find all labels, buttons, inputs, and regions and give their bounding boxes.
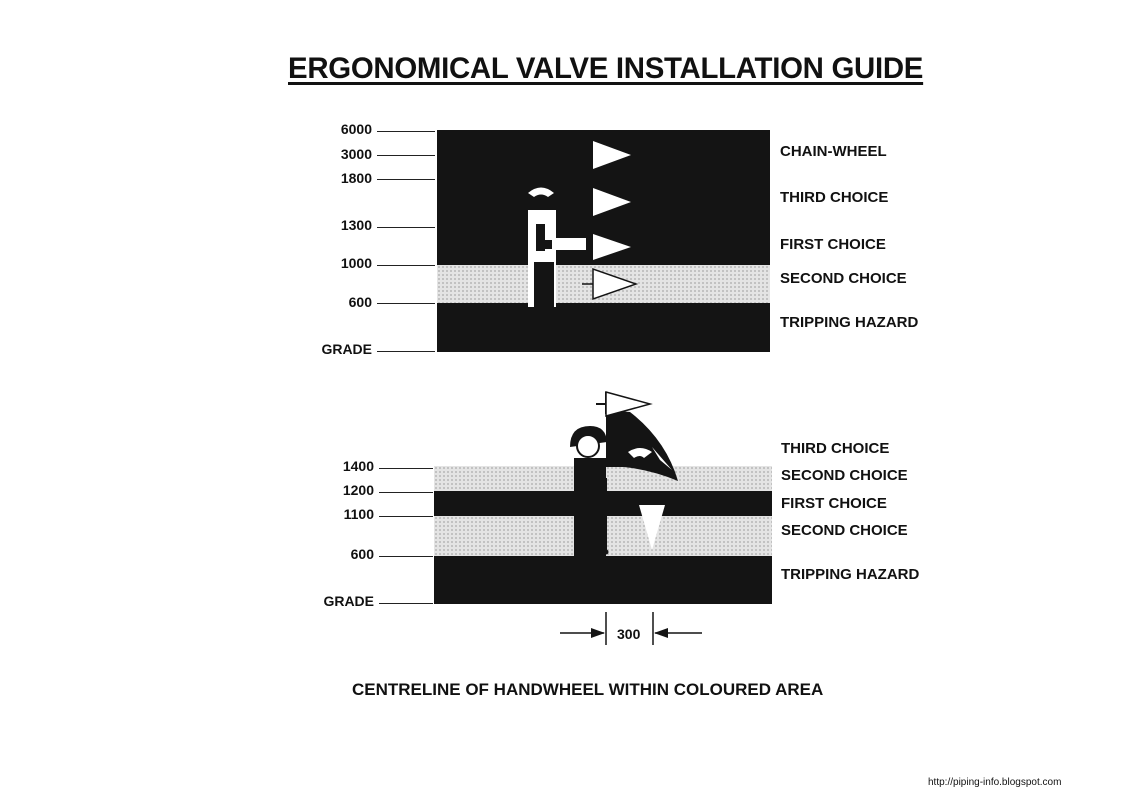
dimension-300-label: 300 xyxy=(617,626,641,642)
lower-operator-icon xyxy=(570,426,609,556)
lower-zone-third-choice: THIRD CHOICE xyxy=(781,440,890,457)
upper-zone-chain-wheel: CHAIN-WHEEL xyxy=(780,143,887,160)
upper-level-1300: 1300 xyxy=(340,217,372,233)
page-title: ERGONOMICAL VALVE INSTALLATION GUIDE xyxy=(288,52,924,85)
upper-zone-third-choice: THIRD CHOICE xyxy=(780,189,889,206)
lower-level-grade: GRADE xyxy=(323,593,374,609)
upper-level-1000: 1000 xyxy=(340,255,372,271)
lower-zone-first-choice: FIRST CHOICE xyxy=(781,495,887,512)
lower-valve-down-icon xyxy=(639,505,665,550)
lower-level-1100: 1100 xyxy=(343,506,374,522)
upper-level-600: 600 xyxy=(348,294,372,310)
upper-zone-tripping-hazard: TRIPPING HAZARD xyxy=(780,314,919,331)
lower-level-1200: 1200 xyxy=(342,482,374,498)
caption: CENTRELINE OF HANDWHEEL WITHIN COLOURED AREA xyxy=(352,680,824,699)
upper-zone-first-choice: FIRST CHOICE xyxy=(780,236,886,253)
lower-zone-second-choice-upper: SECOND CHOICE xyxy=(781,467,908,484)
source-url[interactable]: http://piping-info.blogspot.com xyxy=(928,777,1062,788)
upper-zone-second-choice: SECOND CHOICE xyxy=(780,270,907,287)
upper-level-6000: 6000 xyxy=(340,121,372,137)
upper-level-3000: 3000 xyxy=(340,146,372,162)
lower-level-1400: 1400 xyxy=(342,458,374,474)
upper-level-1800: 1800 xyxy=(340,170,372,186)
lower-zone-second-choice-lower: SECOND CHOICE xyxy=(781,522,908,539)
lower-zone-tripping-hazard: TRIPPING HAZARD xyxy=(781,566,920,583)
upper-level-grade: GRADE xyxy=(321,341,372,357)
lower-level-600: 600 xyxy=(350,546,374,562)
lower-handwheel-sweep-icon xyxy=(606,410,678,481)
